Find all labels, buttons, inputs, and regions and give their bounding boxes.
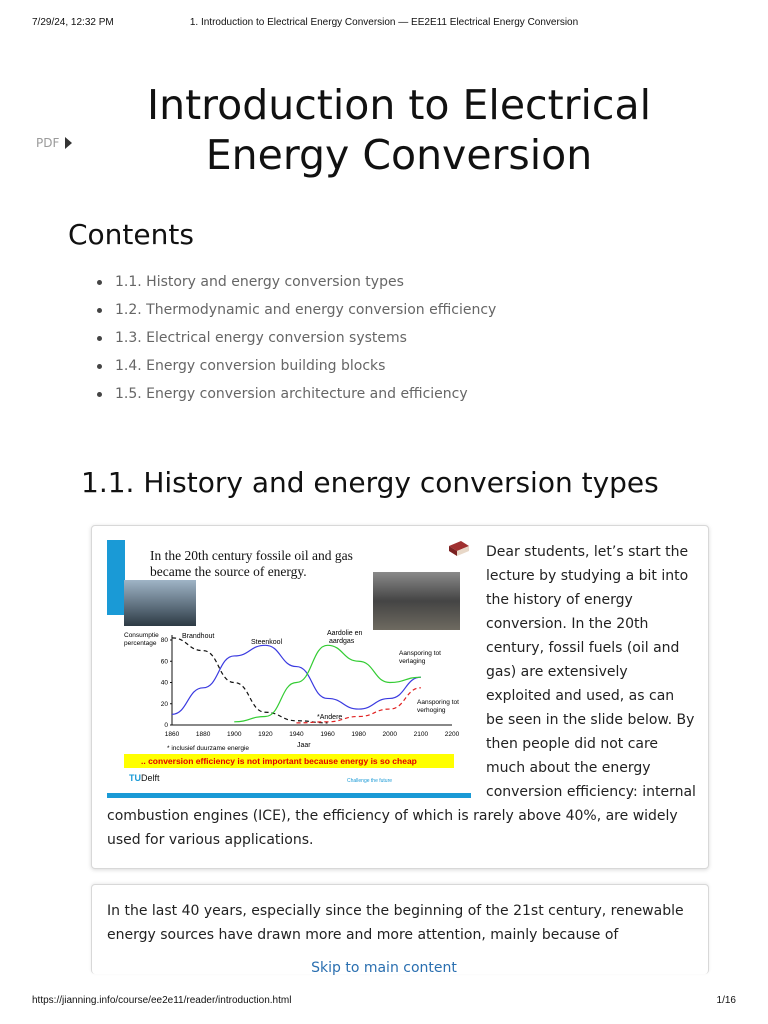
pdf-download-link[interactable]: [36, 136, 72, 150]
x-tick-label: 1920: [258, 731, 273, 738]
x-tick-label: 1940: [289, 731, 304, 738]
series-line-aardolie: [234, 645, 421, 722]
y-tick-label: 60: [160, 658, 168, 666]
x-tick-label: 2000: [382, 731, 398, 738]
footnote: * inclusief duurzame energie: [167, 745, 250, 752]
label-steenkool: Steenkool: [251, 639, 283, 646]
lecture-slide-image: [107, 540, 471, 798]
label-aardolie: Aardolie en: [327, 630, 363, 637]
x-tick-label: 1900: [226, 731, 242, 738]
caret-right-icon: [65, 137, 72, 149]
series-line-steenkool: [172, 645, 421, 714]
toc-item[interactable]: 1.2. Thermodynamic and energy conversion efficiency: [95, 296, 496, 324]
y-tick-label: 20: [160, 700, 168, 708]
section-heading: 1.1. History and energy conversion types: [81, 466, 659, 499]
print-date: 7/29/24, 12:32 PM: [32, 17, 114, 28]
x-axis-label: Jaar: [297, 742, 311, 749]
print-page-number: 1/16: [716, 995, 736, 1006]
tudelft-logo: TUDelft: [129, 773, 160, 783]
print-footer: [32, 995, 736, 1009]
label-brandhout: Brandhout: [182, 633, 215, 640]
x-tick-label: 1860: [164, 731, 180, 738]
chart-series: [172, 638, 421, 723]
tagline: Challenge the future: [347, 778, 393, 784]
y-axis-label: percentage: [124, 640, 157, 647]
intro-paragraph: Dear students, let’s start the lecture by studying a bit into the history of energy conversion. In the 20th century, fossil fuels (oil and gas) are extensively exploited and used, as can be seen in the slide below. By then people did not care much about the energy conversion efficiency: internal: [486, 544, 696, 800]
series-line-andere: [296, 688, 420, 723]
x-tick-label: 1880: [195, 731, 211, 738]
label-aardolie: aardgas: [329, 638, 355, 645]
toc-item[interactable]: 1.3. Electrical energy conversion systems: [95, 324, 496, 352]
label-verhoging: Aansporing tot: [417, 699, 459, 706]
toc-item[interactable]: 1.4. Energy conversion building blocks: [95, 352, 496, 380]
slide-title: In the 20th century fossile oil and gas became the source of energy.: [150, 548, 353, 579]
x-tick-label: 2200: [444, 731, 460, 738]
pdf-label: PDF: [36, 136, 60, 150]
x-tick-label: 1960: [320, 731, 335, 738]
skip-to-main-content-link[interactable]: Skip to main content: [311, 960, 457, 976]
intro-paragraph-continued: combustion engines (ICE), the efficiency of which is rarely above 40%, are widely used for various applications.: [107, 808, 678, 848]
table-of-contents: [95, 268, 496, 408]
x-tick-label: 1980: [351, 731, 366, 738]
renewable-paragraph: In the last 40 years, especially since the beginning of the 21st century, renewable energy sources have drawn more and more attention, mainly because of: [107, 903, 684, 943]
label-verlaging: Aansporing tot: [399, 650, 441, 657]
slide-footer-bar: [107, 793, 471, 798]
label-andere: *Andere: [317, 714, 343, 721]
contents-heading: Contents: [68, 218, 194, 251]
toc-item[interactable]: 1.1. History and energy conversion types: [95, 268, 496, 296]
print-page-title: 1. Introduction to Electrical Energy Conversion — EE2E11 Electrical Energy Conversion: [189, 17, 579, 28]
x-tick-label: 2100: [413, 731, 429, 738]
efficiency-banner: .. conversion efficiency is not important because energy is so cheap: [124, 754, 454, 768]
y-tick-label: 80: [160, 637, 168, 644]
y-tick-label: 0: [164, 722, 168, 729]
y-tick-label: 40: [160, 679, 168, 687]
y-axis-label: Consumptie: [124, 632, 159, 639]
print-header: [32, 17, 736, 31]
label-verhoging: verhoging: [417, 707, 446, 714]
toc-item[interactable]: 1.5. Energy conversion architecture and efficiency: [95, 380, 496, 408]
page-title: Introduction to Electrical Energy Conversion: [147, 81, 651, 179]
print-url: https://jianning.info/course/ee2e11/reader/introduction.html: [32, 995, 292, 1006]
label-verlaging: verlaging: [399, 658, 426, 665]
